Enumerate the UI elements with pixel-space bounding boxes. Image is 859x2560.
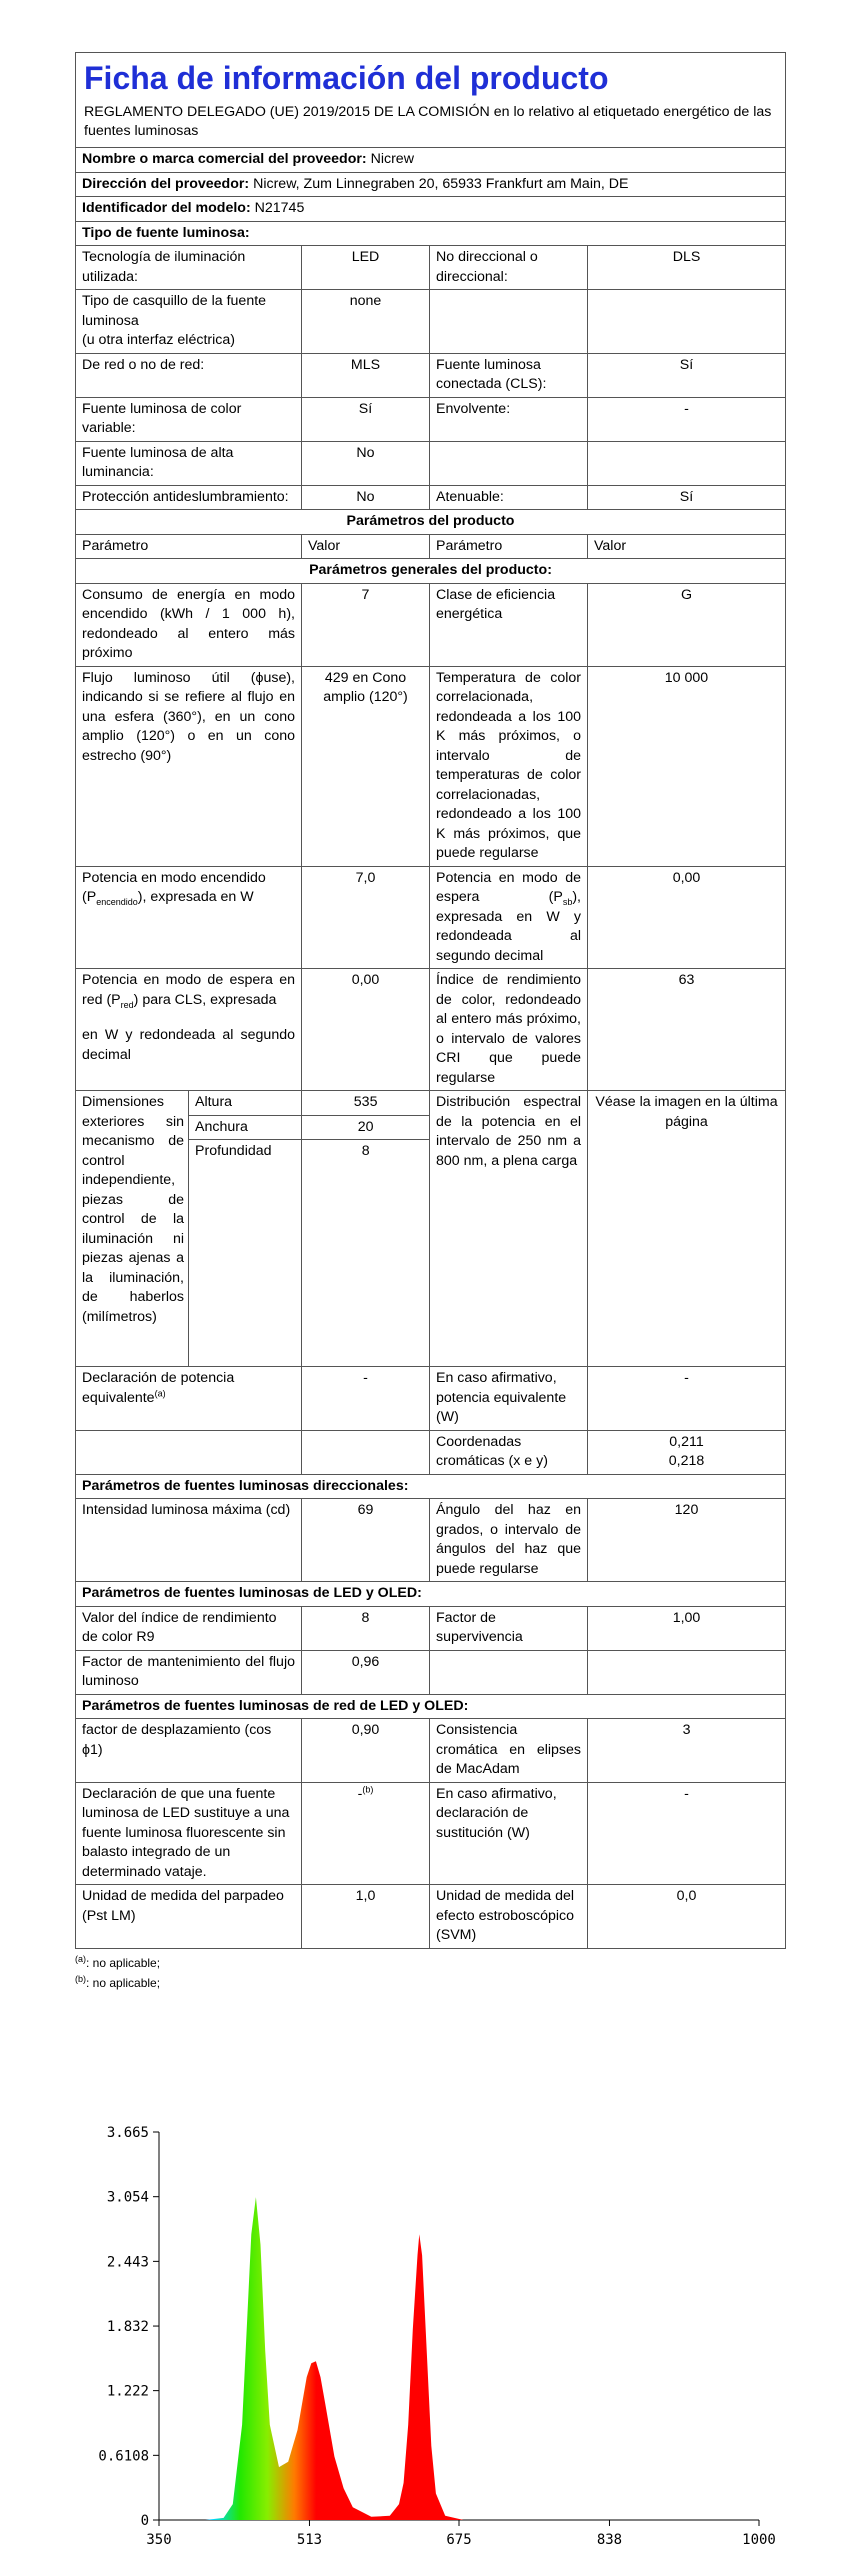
svm-label: Unidad de medida del efecto estroboscópico (SVM) (430, 1885, 588, 1949)
led-heading: Parámetros de fuentes luminosas de LED y OLED: (76, 1582, 786, 1607)
y-tick-label: 0 (140, 2513, 149, 2529)
cls-value: Sí (588, 353, 786, 397)
intensity-label: Intensidad luminosa máxima (cd) (76, 1499, 302, 1582)
header-cell (76, 53, 786, 148)
x-tick-label: 350 (146, 2532, 172, 2548)
equiv-value: - (302, 1367, 430, 1431)
class-value: G (588, 583, 786, 666)
x-tick-label: 513 (296, 2532, 323, 2548)
footnote-b: $^{(b)}$: no aplicable; (75, 1973, 161, 1990)
spectrum-area (205, 2197, 463, 2520)
width-value: 20 (302, 1115, 429, 1140)
net-standby-value: 0,00 (302, 969, 430, 1091)
colour-value: Sí (302, 397, 430, 441)
dimmable-value: Sí (588, 485, 786, 510)
x-tick-label: 1000 (742, 2532, 776, 2548)
spd-value: Véase la imagen en la última página (588, 1091, 786, 1367)
cap-value: none (302, 290, 430, 354)
disp-label: factor de desplazamiento (cos ϕ1) (76, 1719, 302, 1783)
depth-value: 8 (302, 1140, 429, 1367)
intensity-value: 69 (302, 1499, 430, 1582)
cap-label: Tipo de casquillo de la fuente luminosa (u otra interfaz eléctrica) (76, 290, 302, 354)
col-value-2: Valor (588, 534, 786, 559)
cls-label: Fuente luminosa conectada (CLS): (430, 353, 588, 397)
equiv-yes-label: En caso afirmativo, potencia equivalente (W) (430, 1367, 588, 1431)
cct-label: Temperatura de color correlacionada, redondeada a los 100 K más próximos, o intervalo de temperaturas de color correlacionadas, redondeado a los 100 K más próximos, que puede regularse (430, 666, 588, 866)
dims-subtable (189, 1091, 429, 1366)
replace-label: Declaración de que una fuente luminosa de LED sustituye a una fuente luminosa fluorescente sin balasto integrado de un determinado vataje. (76, 1782, 302, 1885)
col-param-1: Parámetro (76, 534, 302, 559)
maint-label: Factor de mantenimiento del flujo luminoso (76, 1650, 302, 1694)
replace-value: -$^{(b)}$ (302, 1782, 430, 1885)
spd-label: Distribución espectral de la potencia en el intervalo de 250 nm a 800 nm, a plena carga (430, 1091, 588, 1367)
x-tick-label: 838 (596, 2532, 623, 2548)
flux-label: Flujo luminoso útil (ϕuse), indicando si se refiere al flujo en una esfera (360°), en un cono amplio (120°) o en un cono estrecho (90°) (76, 666, 302, 866)
envelope-label: Envolvente: (430, 397, 588, 441)
model-row: Identificador del modelo: N21745 (76, 197, 786, 222)
col-value-1: Valor (302, 534, 430, 559)
col-param-2: Parámetro (430, 534, 588, 559)
footnotes (75, 1953, 785, 1993)
y-tick-label: 2.443 (106, 2254, 149, 2271)
directional-label: No direccional o direccional: (430, 246, 588, 290)
r9-label: Valor del índice de rendimiento de color R9 (76, 1606, 302, 1650)
r9-value: 8 (302, 1606, 430, 1650)
width-label: Anchura (189, 1115, 302, 1140)
flicker-label: Unidad de medida del parpadeo (Pst LM) (76, 1885, 302, 1949)
page-title: Ficha de información del producto (84, 60, 609, 96)
address-row: Dirección del proveedor: Nicrew, Zum Linnegraben 20, 65933 Frankfurt am Main, DE (76, 172, 786, 197)
product-information-sheet (75, 52, 785, 1993)
chroma-value: 0,211 0,218 (588, 1430, 786, 1474)
replace-yes-value: - (588, 1782, 786, 1885)
dimmable-label: Atenuable: (430, 485, 588, 510)
standby-value: 0,00 (588, 866, 786, 969)
general-params-heading: Parámetros generales del producto: (76, 559, 786, 584)
spectral-distribution-chart (0, 2120, 859, 2560)
height-label: Altura (189, 1091, 302, 1115)
beam-label: Ángulo del haz en grados, o intervalo de ángulos del haz que puede regularse (430, 1499, 588, 1582)
class-label: Clase de eficiencia energética (430, 583, 588, 666)
directional-heading: Parámetros de fuentes luminosas direccionales: (76, 1474, 786, 1499)
equiv-label: Declaración de potencia equivalente$^{(a)}$ (76, 1367, 302, 1431)
flicker-value: 1,0 (302, 1885, 430, 1949)
depth-label: Profundidad (189, 1140, 302, 1367)
equiv-yes-value: - (588, 1367, 786, 1431)
mains-led-heading: Parámetros de fuentes luminosas de red de LED y OLED: (76, 1694, 786, 1719)
survival-value: 1,00 (588, 1606, 786, 1650)
disp-value: 0,90 (302, 1719, 430, 1783)
height-value: 535 (302, 1091, 429, 1115)
power-on-label: Potencia en modo encendido $(P_{encendido})$, expresada en W (76, 866, 302, 969)
cct-value: 10 000 (588, 666, 786, 866)
net-standby-label: Potencia en modo de espera en red $(P_{red})$ para CLS, expresada en W y redondeada al segundo decimal (76, 969, 302, 1091)
source-type-heading: Tipo de fuente luminosa: (76, 221, 786, 246)
svm-value: 0,0 (588, 1885, 786, 1949)
mains-value: MLS (302, 353, 430, 397)
glare-label: Protección antideslumbramiento: (76, 485, 302, 510)
y-tick-label: 0.6108 (98, 2448, 149, 2465)
chart-axes (98, 2125, 775, 2548)
dims-label: Dimensiones exteriores sin mecanismo de control independiente, piezas de control de la iluminación ni piezas ajenas a la iluminación, de haberlos (milímetros) (76, 1091, 189, 1367)
directional-value: DLS (588, 246, 786, 290)
envelope-value: - (588, 397, 786, 441)
energy-label: Consumo de energía en modo encendido (kWh / 1 000 h), redondeado al entero más próximo (76, 583, 302, 666)
y-tick-label: 3.054 (106, 2189, 149, 2206)
cri-label: Índice de rendimiento de color, redondeado al entero más próximo, o intervalo de valores CRI que puede regularse (430, 969, 588, 1091)
info-table (75, 52, 786, 1949)
footnote-a: $^{(a)}$: no aplicable; (75, 1953, 161, 1970)
y-tick-label: 3.665 (106, 2125, 149, 2141)
y-tick-label: 1.222 (106, 2383, 149, 2400)
tech-value: LED (302, 246, 430, 290)
macadam-label: Consistencia cromática en elipses de MacAdam (430, 1719, 588, 1783)
macadam-value: 3 (588, 1719, 786, 1783)
product-params-heading: Parámetros del producto (76, 510, 786, 535)
cri-value: 63 (588, 969, 786, 1091)
replace-yes-label: En caso afirmativo, declaración de sustitución (W) (430, 1782, 588, 1885)
supplier-row: Nombre o marca comercial del proveedor: Nicrew (76, 148, 786, 173)
y-tick-label: 1.832 (106, 2319, 149, 2336)
power-on-value: 7,0 (302, 866, 430, 969)
dims-subtable-cell (189, 1091, 430, 1367)
maint-value: 0,96 (302, 1650, 430, 1694)
mains-label: De red o no de red: (76, 353, 302, 397)
tech-label: Tecnología de iluminación utilizada: (76, 246, 302, 290)
regulation-text: REGLAMENTO DELEGADO (UE) 2019/2015 DE LA COMISIÓN en lo relativo al etiquetado energético de las fuentes luminosas (84, 104, 772, 139)
x-tick-label: 675 (446, 2532, 472, 2548)
high-lum-label: Fuente luminosa de alta luminancia: (76, 441, 302, 485)
energy-value: 7 (302, 583, 430, 666)
survival-label: Factor de supervivencia (430, 1606, 588, 1650)
high-lum-value: No (302, 441, 430, 485)
flux-value: 429 en Cono amplio (120°) (302, 666, 430, 866)
standby-label: Potencia en modo de espera $(P_{sb})$, expresada en W y redondeada al segundo decimal (430, 866, 588, 969)
glare-value: No (302, 485, 430, 510)
chroma-label: Coordenadas cromáticas (x e y) (430, 1430, 588, 1474)
beam-value: 120 (588, 1499, 786, 1582)
colour-label: Fuente luminosa de color variable: (76, 397, 302, 441)
